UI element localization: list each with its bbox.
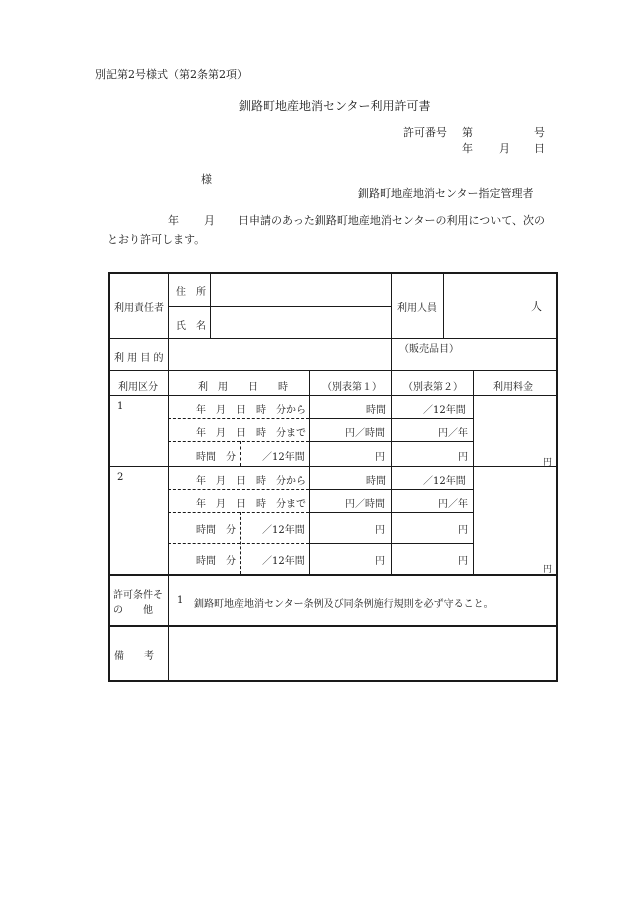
date-day: 日 [534,142,545,155]
name-label: 氏 名 [176,321,206,332]
group2-s1-rate: 円／時間 [345,499,385,510]
group2-s2-yen-1: 円 [458,525,468,536]
group2-hours-1: 時間 分 [196,525,236,536]
conditions-label-line1: 許可条件そ [113,590,163,601]
group1-s2-yen: 円 [458,452,468,463]
conditions-label-line2: の 他 [113,605,153,616]
header-fee: 利用料金 [493,382,533,393]
group2-s2-yen-2: 円 [458,556,468,567]
group2-s1-yen-2: 円 [375,556,385,567]
group1-from: 年 月 日 時 分から [196,405,306,416]
group1-fee-yen: 円 [543,458,553,468]
group2-from: 年 月 日 時 分から [196,476,306,487]
group2-s2-rate: 円／年 [438,499,468,510]
group2-s1-hours: 時間 [366,476,386,487]
permit-number-suffix: 号 [534,126,545,139]
group2-per12-2: ／12年間 [262,556,305,567]
group2-fee-yen: 円 [543,565,553,575]
remarks-label: 備 考 [114,651,154,662]
date-month: 月 [499,142,510,155]
header-schedule1: （別表第１） [322,382,382,393]
users-unit: 人 [531,300,542,313]
group2-hours-2: 時間 分 [196,556,236,567]
group1-hours: 時間 分 [196,452,236,463]
body-month: 月 [204,214,215,227]
goods-label: （販売品目） [399,344,459,355]
addressee-suffix: 様 [201,173,212,186]
form-number: 別記第2号様式（第2条第2項） [95,68,248,81]
group1-per12: ／12年間 [262,452,305,463]
group1-s1-hours: 時間 [366,405,386,416]
group1-to: 年 月 日 時 分まで [196,428,306,439]
body-line1: 日申請のあった釧路町地産地消センターの利用について、次の [238,214,546,227]
group2-per12-1: ／12年間 [262,525,305,536]
group2-to: 年 月 日 時 分まで [196,499,306,510]
date-year: 年 [462,142,473,155]
condition-text: 釧路町地産地消センター条例及び同条例施行規則を必ず守ること。 [194,599,494,610]
purpose-label: 利 用 目 的 [114,353,164,364]
address-label: 住 所 [176,287,206,298]
group1-s1-rate: 円／時間 [345,428,385,439]
group1-s1-yen: 円 [375,452,385,463]
header-schedule2: （別表第２） [403,382,463,393]
group2-number: 2 [117,472,124,483]
header-category: 利用区分 [118,382,158,393]
permit-number-prefix: 第 [462,126,473,139]
group2-s1-yen-1: 円 [375,525,385,536]
condition-number: 1 [177,595,184,606]
document-title: 釧路町地産地消センター利用許可書 [239,99,431,113]
body-year: 年 [168,214,179,227]
users-label: 利用人員 [397,303,437,314]
group2-s2-period: ／12年間 [423,476,466,487]
responsible-label: 利用責任者 [114,303,164,314]
group1-s2-period: ／12年間 [423,405,466,416]
body-line2: とおり許可します。 [107,233,206,246]
group1-number: 1 [117,401,124,412]
group1-s2-rate: 円／年 [438,428,468,439]
header-datetime: 利 用 日 時 [198,382,288,393]
issuer-name: 釧路町地産地消センター指定管理者 [358,187,534,200]
permit-number-label: 許可番号 [403,126,447,139]
